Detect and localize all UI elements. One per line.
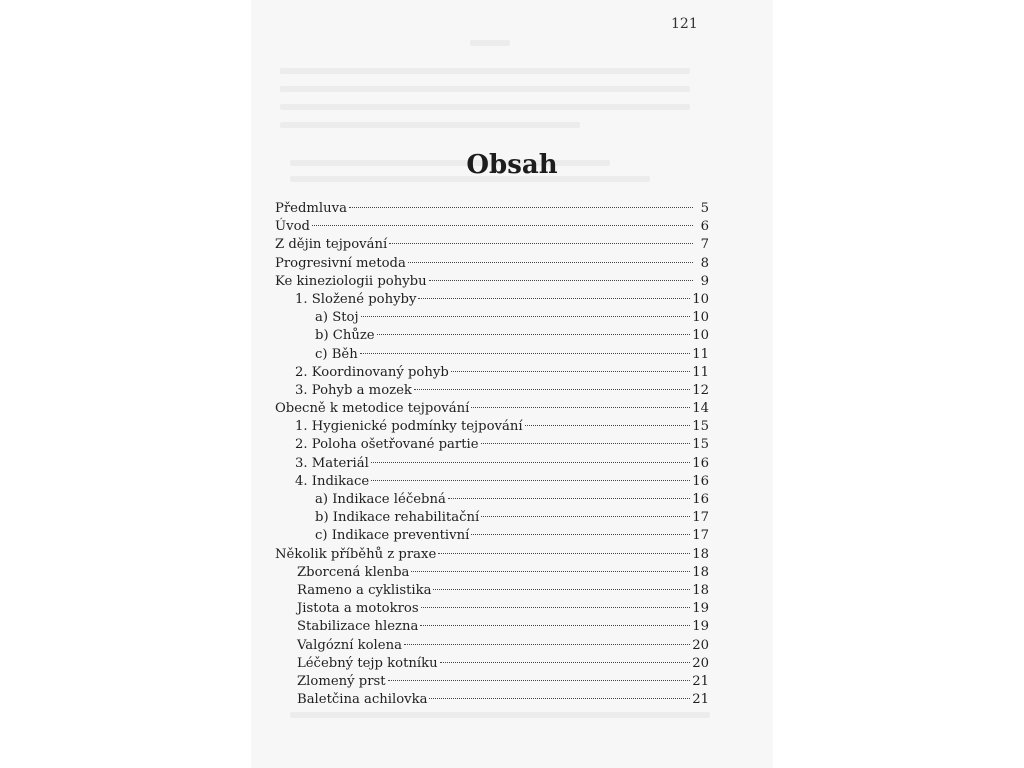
toc-entry-label: Jistota a motokros <box>297 601 419 617</box>
toc-entry-page: 16 <box>692 455 709 471</box>
toc-entry-page: 16 <box>692 473 709 489</box>
toc-entry <box>275 436 709 454</box>
dot-leader <box>312 225 693 226</box>
toc-entry-page: 18 <box>692 546 709 562</box>
toc-entry <box>275 236 709 254</box>
toc-entry-page: 11 <box>692 346 709 362</box>
page-number: 121 <box>671 16 698 32</box>
toc-entry-label: Baletčina achilovka <box>297 692 428 708</box>
dot-leader <box>429 280 693 281</box>
toc-entry-page: 20 <box>692 655 709 671</box>
toc-entry <box>275 400 709 418</box>
dot-leader <box>440 662 691 663</box>
bleed-through-text <box>280 68 690 74</box>
toc-entry-label: Zlomený prst <box>297 673 386 689</box>
toc-entry-page: 21 <box>692 673 709 689</box>
bleed-through-text <box>290 712 710 718</box>
toc-entry-label: Léčebný tejp kotníku <box>297 655 438 671</box>
bleed-through-text <box>280 86 690 92</box>
toc-entry-page: 19 <box>692 601 709 617</box>
toc-entry-page: 6 <box>700 219 709 235</box>
dot-leader <box>371 462 690 463</box>
dot-leader <box>420 625 690 626</box>
toc-entry-page: 19 <box>692 619 709 635</box>
toc-entry <box>275 473 709 491</box>
toc-entry <box>275 618 709 636</box>
toc-entry-label: a) Stoj <box>315 310 359 326</box>
toc-entry-label: Z dějin tejpování <box>275 237 388 253</box>
toc-entry <box>275 673 709 691</box>
dot-leader <box>471 407 690 408</box>
toc-entry-page: 9 <box>700 273 709 289</box>
dot-leader <box>421 607 691 608</box>
dot-leader <box>388 680 691 681</box>
dot-leader <box>481 443 691 444</box>
bleed-through-text <box>470 40 510 46</box>
dot-leader <box>481 516 690 517</box>
toc-entry-label: 4. Indikace <box>295 473 370 489</box>
dot-leader <box>411 571 690 572</box>
toc-entry <box>275 255 709 273</box>
toc-entry-label: c) Indikace preventivní <box>315 528 470 544</box>
toc-entry-label: 2. Poloha ošetřované partie <box>295 437 479 453</box>
toc-entry-label: Progresivní metoda <box>275 255 406 271</box>
dot-leader <box>414 389 690 390</box>
toc-entry <box>275 527 709 545</box>
dot-leader <box>429 698 690 699</box>
dot-leader <box>418 298 690 299</box>
toc-entry-label: b) Indikace rehabilitační <box>315 510 480 526</box>
toc-entry-label: c) Běh <box>315 346 358 362</box>
toc-entry-page: 20 <box>692 637 709 653</box>
toc-entry <box>275 273 709 291</box>
dot-leader <box>377 334 691 335</box>
toc-entry <box>275 546 709 564</box>
toc-entry-page: 10 <box>692 328 709 344</box>
toc-entry <box>275 218 709 236</box>
toc-entry-page: 15 <box>692 419 709 435</box>
toc-entry <box>275 691 709 709</box>
toc-entry-page: 16 <box>692 492 709 507</box>
toc-entry-page: 8 <box>700 255 709 271</box>
dot-leader <box>525 425 691 426</box>
toc-entry <box>275 418 709 436</box>
toc-entry <box>275 600 709 618</box>
toc-entry-label: 1. Složené pohyby <box>295 291 417 307</box>
toc-entry-page: 17 <box>692 528 709 544</box>
toc-entry-page: 15 <box>692 437 709 453</box>
dot-leader <box>371 480 690 481</box>
toc-entry-label: Valgózní kolena <box>297 637 402 653</box>
toc-entry <box>275 291 709 309</box>
toc-entry <box>275 364 709 382</box>
toc-entry <box>275 200 709 218</box>
toc-entry-page: 18 <box>692 582 709 598</box>
toc-entry-label: 3. Materiál <box>295 455 369 471</box>
page-title: Obsah <box>466 150 558 180</box>
toc-entry <box>275 582 709 600</box>
toc-entry-page: 14 <box>692 401 709 417</box>
toc-entry <box>275 382 709 400</box>
toc-entry-page: 7 <box>700 237 709 253</box>
dot-leader <box>433 589 690 590</box>
dot-leader <box>360 353 691 354</box>
toc-entry-page: 10 <box>692 310 709 326</box>
toc-entry-page: 18 <box>692 564 709 580</box>
dot-leader <box>471 534 690 535</box>
toc-entry-label: a) Indikace léčebná <box>315 492 446 507</box>
toc-entry <box>275 637 709 655</box>
toc-entry-page: 17 <box>692 510 709 526</box>
toc-entry <box>275 655 709 673</box>
dot-leader <box>389 243 693 244</box>
toc-entry-label: Zborcená klenba <box>297 564 410 580</box>
bleed-through-text <box>280 104 690 110</box>
toc-entry-label: Úvod <box>275 219 310 235</box>
toc-entry-label: 2. Koordinovaný pohyb <box>295 364 449 380</box>
table-of-contents <box>275 200 709 709</box>
dot-leader <box>408 262 693 263</box>
toc-entry-label: Předmluva <box>275 201 347 216</box>
dot-leader <box>451 371 690 372</box>
toc-entry <box>275 509 709 527</box>
bleed-through-text <box>280 122 580 128</box>
toc-entry-label: 3. Pohyb a mozek <box>295 382 412 398</box>
dot-leader <box>361 316 691 317</box>
toc-entry-label: Obecně k metodice tejpování <box>275 401 470 417</box>
toc-entry-label: Ke kineziologii pohybu <box>275 273 427 289</box>
dot-leader <box>349 207 693 208</box>
toc-entry-label: 1. Hygienické podmínky tejpování <box>295 419 523 435</box>
toc-entry-label: Stabilizace hlezna <box>297 619 419 635</box>
toc-entry-page: 11 <box>692 364 709 380</box>
toc-entry-page: 10 <box>692 291 709 307</box>
toc-entry-page: 21 <box>692 692 709 708</box>
dot-leader <box>438 553 690 554</box>
toc-entry <box>275 564 709 582</box>
dot-leader <box>448 498 690 499</box>
toc-entry <box>275 455 709 473</box>
toc-entry-label: Rameno a cyklistika <box>297 582 432 598</box>
toc-entry-label: b) Chůze <box>315 328 375 344</box>
toc-entry <box>275 327 709 345</box>
dot-leader <box>404 644 690 645</box>
toc-entry-label: Několik příběhů z praxe <box>275 546 437 562</box>
toc-entry <box>275 346 709 364</box>
toc-entry <box>275 491 709 509</box>
toc-entry-page: 5 <box>700 201 709 216</box>
toc-entry <box>275 309 709 327</box>
toc-entry-page: 12 <box>692 382 709 398</box>
